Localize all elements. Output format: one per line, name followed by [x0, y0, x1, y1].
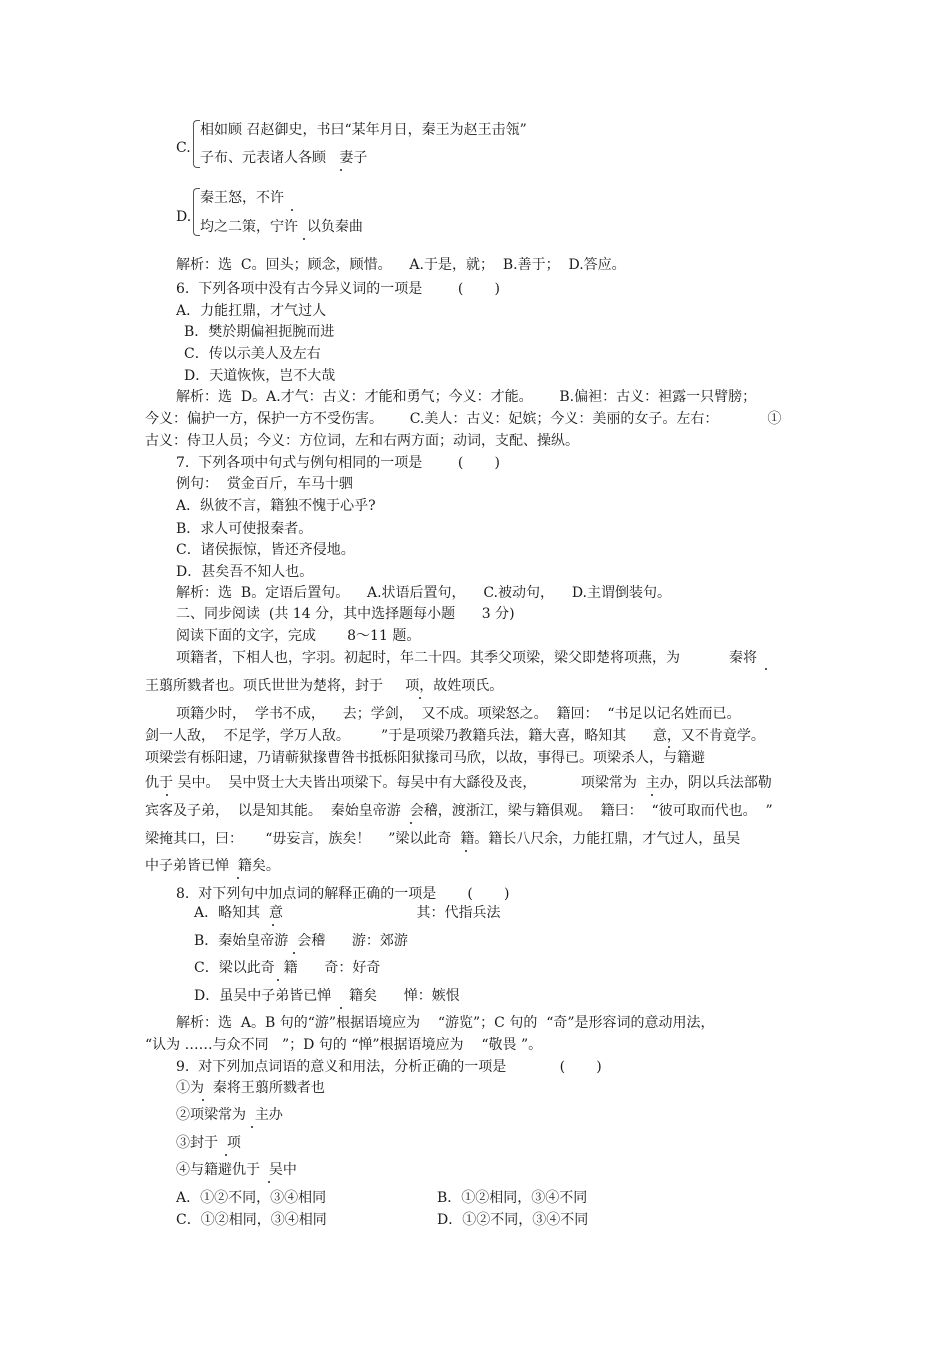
- q8-option-a: A．略知其 意 其：代指兵法: [194, 905, 501, 921]
- emphasis-dot: [340, 169, 342, 171]
- q6-option-b: B．樊於期偏袒扼腕而进: [184, 324, 335, 340]
- section2-instruction: 阅读下面的文字，完成 8～11 题。: [176, 628, 421, 644]
- q5-option-d-label: D.: [176, 209, 192, 225]
- q8-analysis-line1: 解析：选 A。B 句的“游”根据语境应为 “游览”；C 句的 “奇”是形容词的意动用法，: [176, 1015, 715, 1031]
- q8-stem: 8. 对下列句中加点词的解释正确的一项是 ( ): [176, 886, 510, 902]
- emphasis-dot: [293, 952, 295, 954]
- q5-option-d-brace: [193, 188, 200, 236]
- passage-line: 中子弟皆已惮 籍矣。: [145, 858, 280, 874]
- passage-line: 项梁尝有栎阳逮，乃请蕲狱掾曹咎书抵栎阳狱掾司马欣，以故，事得已。项梁杀人，与籍避: [145, 750, 705, 766]
- q6-analysis-line2: 今义：偏护一方，保护一方不受伤害。 C.美人：古义：妃嫔；今义：美丽的女子。左右： ①: [145, 411, 782, 427]
- q5-option-c-brace: [193, 120, 200, 168]
- q9-item-2: ②项梁常为 主办: [176, 1107, 283, 1123]
- emphasis-dot: [651, 794, 653, 796]
- q9-stem: 9. 对下列加点词语的意义和用法，分析正确的一项是 ( ): [176, 1059, 602, 1075]
- passage-line: 项籍者，下相人也，字羽。初起时，年二十四。其季父项梁，梁父即楚将项燕，为 秦将: [176, 650, 757, 666]
- q7-option-d: D．甚矣吾不知人也。: [176, 564, 314, 580]
- q5-option-c-line1: 相如顾 召赵御史，书曰“某年月日，秦王为赵王击瓴”: [200, 122, 527, 138]
- q7-analysis: 解析：选 B。定语后置句。 A.状语后置句， C.被动句， D.主谓倒装句。: [176, 585, 671, 601]
- emphasis-dot: [340, 1007, 342, 1009]
- q6-option-a: A．力能扛鼎，才气过人: [176, 303, 327, 319]
- emphasis-dot: [225, 1154, 227, 1156]
- emphasis-dot: [419, 697, 421, 699]
- q7-example: 例句： 赏金百斤，车马十驷: [176, 476, 353, 492]
- q9-option-a: A．①②不同，③④相同: [176, 1190, 327, 1206]
- q9-item-4: ④与籍避仇于 吴中: [176, 1162, 297, 1178]
- emphasis-dot: [272, 924, 274, 926]
- q8-option-d: D．虽吴中子弟皆已惮 籍矣 惮：嫉恨: [194, 988, 460, 1004]
- passage-line: 仇于 吴中。 吴中贤士大夫皆出项梁下。每吴中有大繇役及丧， 项梁常为 主办，阴以兵法部勒: [145, 775, 772, 791]
- q6-option-c: C．传以示美人及左右: [184, 346, 321, 362]
- emphasis-dot: [410, 822, 412, 824]
- q8-analysis-line2: “认为 ……与众不同 ”；D 句的 “惮”根据语境应为 “敬畏 ”。: [145, 1037, 543, 1053]
- q9-option-b: B．①②相同，③④不同: [437, 1190, 588, 1206]
- emphasis-dot: [251, 1126, 253, 1128]
- q7-option-b: B．求人可使报秦者。: [176, 521, 313, 537]
- q6-analysis-line1: 解析：选 D。A.才气：古义：才能和勇气；今义：才能。 B.偏袒：古义：袒露一只臂膀；: [176, 389, 757, 405]
- q5-analysis: 解析：选 C。回头；顾念，顾惜。 A.于是，就； B.善于； D.答应。: [176, 257, 626, 273]
- emphasis-dot: [202, 1099, 204, 1101]
- q7-option-a: A．纵彼不言，籍独不愧于心乎?: [176, 498, 376, 514]
- q9-item-3: ③封于 项: [176, 1135, 241, 1151]
- passage-line: 项籍少时， 学书不成， 去；学剑， 又不成。项梁怒之。 籍回： “书足以记名姓而已。: [176, 706, 741, 722]
- section2-title: 二、同步阅读 (共 14 分，其中选择题每小题 3 分): [176, 606, 515, 622]
- q9-option-d: D．①②不同，③④不同: [437, 1212, 589, 1228]
- q7-stem: 7. 下列各项中句式与例句相同的一项是 ( ): [176, 455, 500, 471]
- q5-option-c-line2: 子布、元表诸人各顾 妻子: [200, 150, 368, 166]
- emphasis-dot: [268, 1181, 270, 1183]
- q6-option-d: D．天道恢恢，岂不大哉: [184, 368, 336, 384]
- passage-line: 梁掩其口，曰： “毋妄言，族矣！ ”梁以此奇 籍。籍长八尺余，力能扛鼎，才气过人，虽吴: [145, 831, 741, 847]
- emphasis-dot: [291, 209, 293, 211]
- q7-option-c: C．诸侯振惊，皆还齐侵地。: [176, 542, 355, 558]
- emphasis-dot: [237, 877, 239, 879]
- emphasis-dot: [765, 668, 767, 670]
- q5-option-d-line2: 均之二策，宁许 以负秦曲: [200, 219, 363, 235]
- q8-option-b: B．秦始皇帝游 会稽 游：郊游: [194, 933, 408, 949]
- emphasis-dot: [303, 238, 305, 240]
- passage-line: 剑一人敌， 不足学，学万人敌。 ”于是项梁乃教籍兵法，籍大喜，略知其 意，又不肯竟学。: [145, 728, 765, 744]
- q6-analysis-line3: 古义：侍卫人员；今义：方位词，左和右两方面；动词，支配、操纵。: [145, 433, 579, 449]
- q5-option-c-label: C.: [176, 140, 191, 156]
- emphasis-dot: [668, 746, 670, 748]
- q6-stem: 6. 下列各项中没有古今异义词的一项是 ( ): [176, 281, 500, 297]
- q5-option-d-line1: 秦王怒，不许: [200, 190, 284, 206]
- emphasis-dot: [166, 794, 168, 796]
- passage-line: 王翦所戮者也。项氏世世为楚将，封于 项，故姓项氏。: [145, 678, 504, 694]
- emphasis-dot: [277, 979, 279, 981]
- q9-item-1: ①为 秦将王翦所戮者也: [176, 1080, 325, 1096]
- emphasis-dot: [465, 850, 467, 852]
- q8-option-c: C．梁以此奇 籍 奇：好奇: [194, 960, 381, 976]
- passage-line: 宾客及子弟， 以是知其能。 秦始皇帝游 会稽，渡浙江，梁与籍俱观。 籍曰： “彼可取而代也。 ”: [145, 803, 773, 819]
- q9-option-c: C．①②相同，③④相同: [176, 1212, 327, 1228]
